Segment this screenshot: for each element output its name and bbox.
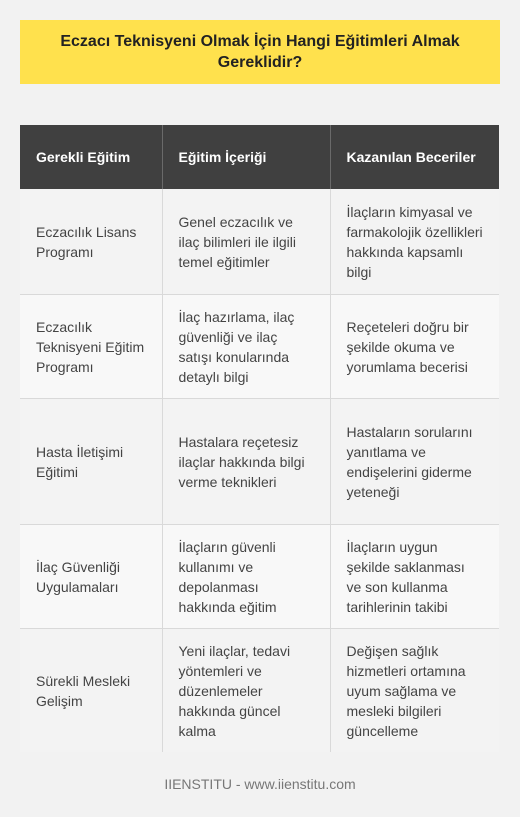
page-title: Eczacı Teknisyeni Olmak İçin Hangi Eğitimleri Almak Gereklidir? bbox=[60, 33, 460, 71]
table-row bbox=[20, 295, 499, 399]
cell-training: İlaç Güvenliği Uygulamaları bbox=[20, 525, 162, 629]
table-header-row bbox=[20, 125, 499, 189]
cell-skills: Hastaların sorularını yanıtlama ve endişelerini giderme yeteneği bbox=[330, 399, 499, 525]
cell-content: Yeni ilaçlar, tedavi yöntemleri ve düzenlemeler hakkında güncel kalma bbox=[162, 629, 330, 753]
header-required-training: Gerekli Eğitim bbox=[20, 125, 162, 189]
table-row bbox=[20, 525, 499, 629]
training-table bbox=[20, 125, 499, 752]
cell-content: İlaçların güvenli kullanımı ve depolanması hakkında eğitim bbox=[162, 525, 330, 629]
cell-training: Hasta İletişimi Eğitimi bbox=[20, 399, 162, 525]
footer-credit: IIENSTITU - www.iienstitu.com bbox=[164, 776, 356, 792]
table-row bbox=[20, 399, 499, 525]
title-banner bbox=[20, 20, 500, 84]
header-training-content: Eğitim İçeriği bbox=[162, 125, 330, 189]
cell-content: İlaç hazırlama, ilaç güvenliği ve ilaç satışı konularında detaylı bilgi bbox=[162, 295, 330, 399]
cell-training: Eczacılık Teknisyeni Eğitim Programı bbox=[20, 295, 162, 399]
cell-skills: Reçeteleri doğru bir şekilde okuma ve yorumlama becerisi bbox=[330, 295, 499, 399]
cell-content: Genel eczacılık ve ilaç bilimleri ile ilgili temel eğitimler bbox=[162, 189, 330, 295]
cell-skills: İlaçların kimyasal ve farmakolojik özellikleri hakkında kapsamlı bilgi bbox=[330, 189, 499, 295]
table-row bbox=[20, 189, 499, 295]
cell-training: Eczacılık Lisans Programı bbox=[20, 189, 162, 295]
cell-training: Sürekli Mesleki Gelişim bbox=[20, 629, 162, 753]
cell-content: Hastalara reçetesiz ilaçlar hakkında bilgi verme teknikleri bbox=[162, 399, 330, 525]
cell-skills: İlaçların uygun şekilde saklanması ve son kullanma tarihlerinin takibi bbox=[330, 525, 499, 629]
table-row bbox=[20, 629, 499, 753]
cell-skills: Değişen sağlık hizmetleri ortamına uyum sağlama ve mesleki bilgileri güncelleme bbox=[330, 629, 499, 753]
header-acquired-skills: Kazanılan Beceriler bbox=[330, 125, 499, 189]
